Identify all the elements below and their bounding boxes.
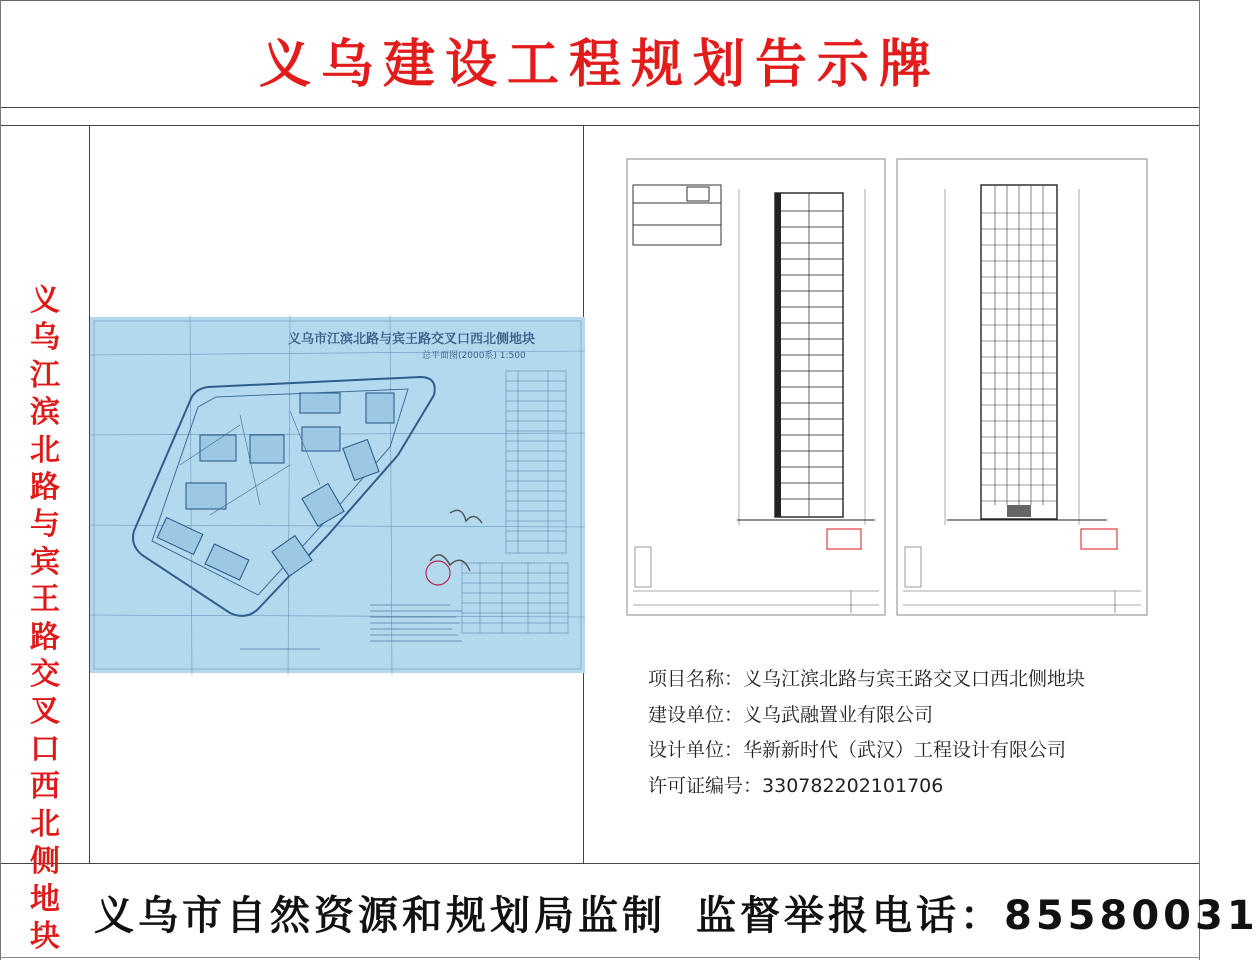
elevation-drawings: [627, 155, 1147, 615]
project-name-label: 项目名称：: [648, 668, 744, 690]
builder-row: [648, 698, 1168, 734]
header-double-line: [0, 125, 1200, 126]
supervisor-text: 义乌市自然资源和规划局监制: [94, 893, 666, 939]
blueprint-sheet: [90, 317, 585, 673]
side-title-panel: [0, 126, 90, 954]
designer-label: 设计单位：: [648, 739, 744, 761]
page-title: 义乌建设工程规划告示牌: [258, 35, 941, 95]
building: [302, 427, 340, 451]
right-border: [1199, 0, 1200, 960]
footer-text: [94, 884, 1259, 941]
building: [366, 393, 394, 423]
header: [0, 0, 1200, 108]
hotline-number: 85580031: [1004, 893, 1259, 939]
permit-value: 330782202101706: [762, 774, 944, 797]
hotline-label: 监督举报电话：: [696, 893, 1004, 939]
site-plan-drawing: [90, 315, 585, 675]
builder-value: 义乌武融置业有限公司: [743, 703, 934, 726]
section-drawing-sheet: [627, 159, 885, 615]
site-plan-subtitle: 总平面图(2000系) 1:500: [422, 351, 526, 361]
footer: [0, 866, 1259, 960]
site-plan-title: 义乌市江滨北路与宾王路交叉口西北侧地块: [288, 332, 536, 347]
side-title: 义乌江滨北路与宾王路交叉口西北侧地块: [30, 283, 60, 954]
project-name-row: [648, 662, 1168, 698]
designer-value: 华新新时代（武汉）工程设计有限公司: [743, 739, 1067, 761]
content-bottom-line: [0, 863, 1200, 864]
project-info: [648, 662, 1168, 804]
permit-row: [648, 769, 1168, 805]
elevation-drawing-sheet: [897, 159, 1147, 615]
builder-label: 建设单位：: [648, 703, 744, 726]
project-name-value: 义乌江滨北路与宾王路交叉口西北侧地块: [743, 668, 1086, 690]
permit-label: 许可证编号：: [648, 774, 763, 797]
designer-row: [648, 733, 1168, 769]
building: [186, 483, 226, 509]
building: [300, 393, 340, 413]
building: [250, 435, 284, 463]
